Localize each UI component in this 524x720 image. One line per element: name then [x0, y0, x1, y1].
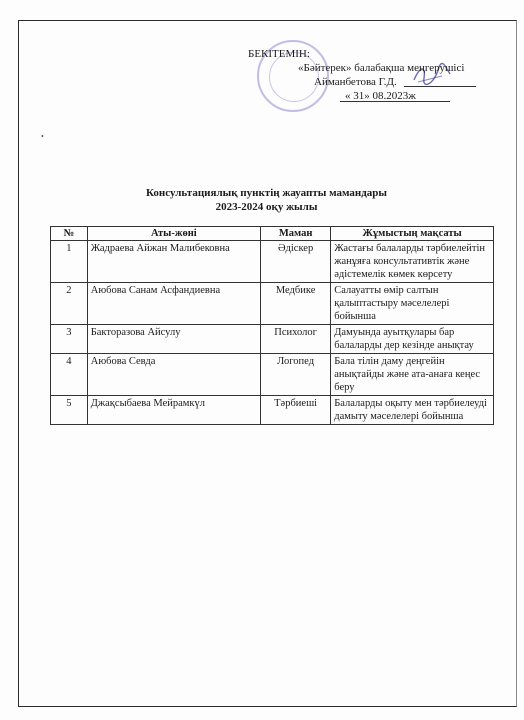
row-name: Аюбова Севда: [87, 354, 260, 396]
row-name: Бакторазова Айсулу: [87, 325, 260, 354]
row-role: Тәрбиеші: [260, 396, 330, 425]
row-role: Психолог: [260, 325, 330, 354]
signature-line: [404, 86, 476, 87]
table-row: [51, 325, 494, 354]
table-row: [51, 396, 494, 425]
row-name: Джақсыбаева Мейрамкүл: [87, 396, 260, 425]
row-number: 1: [51, 241, 88, 283]
row-number: 5: [51, 396, 88, 425]
row-role: Логопед: [260, 354, 330, 396]
row-name: Жадраева Айжан Малибековна: [87, 241, 260, 283]
specialists-table: [50, 226, 494, 425]
row-goal: Жастағы балаларды тәрбиелейтін жанұяға консультативтік және әдістемелік көмек көрсету: [331, 241, 494, 283]
row-goal: Бала тілін даму деңгейін анықтайды және ата-анаға кеңес беру: [331, 354, 494, 396]
row-goal: Дамуында ауытқулары бар балаларды дер кезінде анықтау: [331, 325, 494, 354]
approval-org: «Бәйтерек» балабақша меңгерушісі: [298, 62, 465, 74]
table-header-row: [51, 227, 494, 241]
document-title: Консультациялық пунктің жауапты мамандары: [145, 187, 388, 199]
column-header-number: №: [51, 227, 88, 241]
row-name: Аюбова Санам Асфандиевна: [87, 283, 260, 325]
table-row: [51, 283, 494, 325]
row-number: 3: [51, 325, 88, 354]
document-year: 2023-2024 оқу жылы: [215, 201, 318, 213]
row-number: 4: [51, 354, 88, 396]
row-goal: Балаларды оқыту мен тәрбиелеуді дамыту мәселелері бойынша: [331, 396, 494, 425]
table-row: [51, 354, 494, 396]
row-role: Медбике: [260, 283, 330, 325]
row-role: Әдіскер: [260, 241, 330, 283]
approval-name: Айманбетова Г.Д.: [314, 76, 397, 88]
column-header-goal: Жұмыстың мақсаты: [331, 227, 494, 241]
column-header-name: Аты-жөні: [87, 227, 260, 241]
approval-title: БЕКІТЕМІН:: [248, 48, 310, 60]
row-number: 2: [51, 283, 88, 325]
row-goal: Салауатты өмір салтын қалыптастыру мәселелері бойынша: [331, 283, 494, 325]
table-row: [51, 241, 494, 283]
column-header-role: Маман: [260, 227, 330, 241]
approval-date: « 31» 08.2023ж: [345, 90, 416, 102]
scan-mark: •: [41, 132, 44, 141]
date-underline: [340, 101, 450, 102]
